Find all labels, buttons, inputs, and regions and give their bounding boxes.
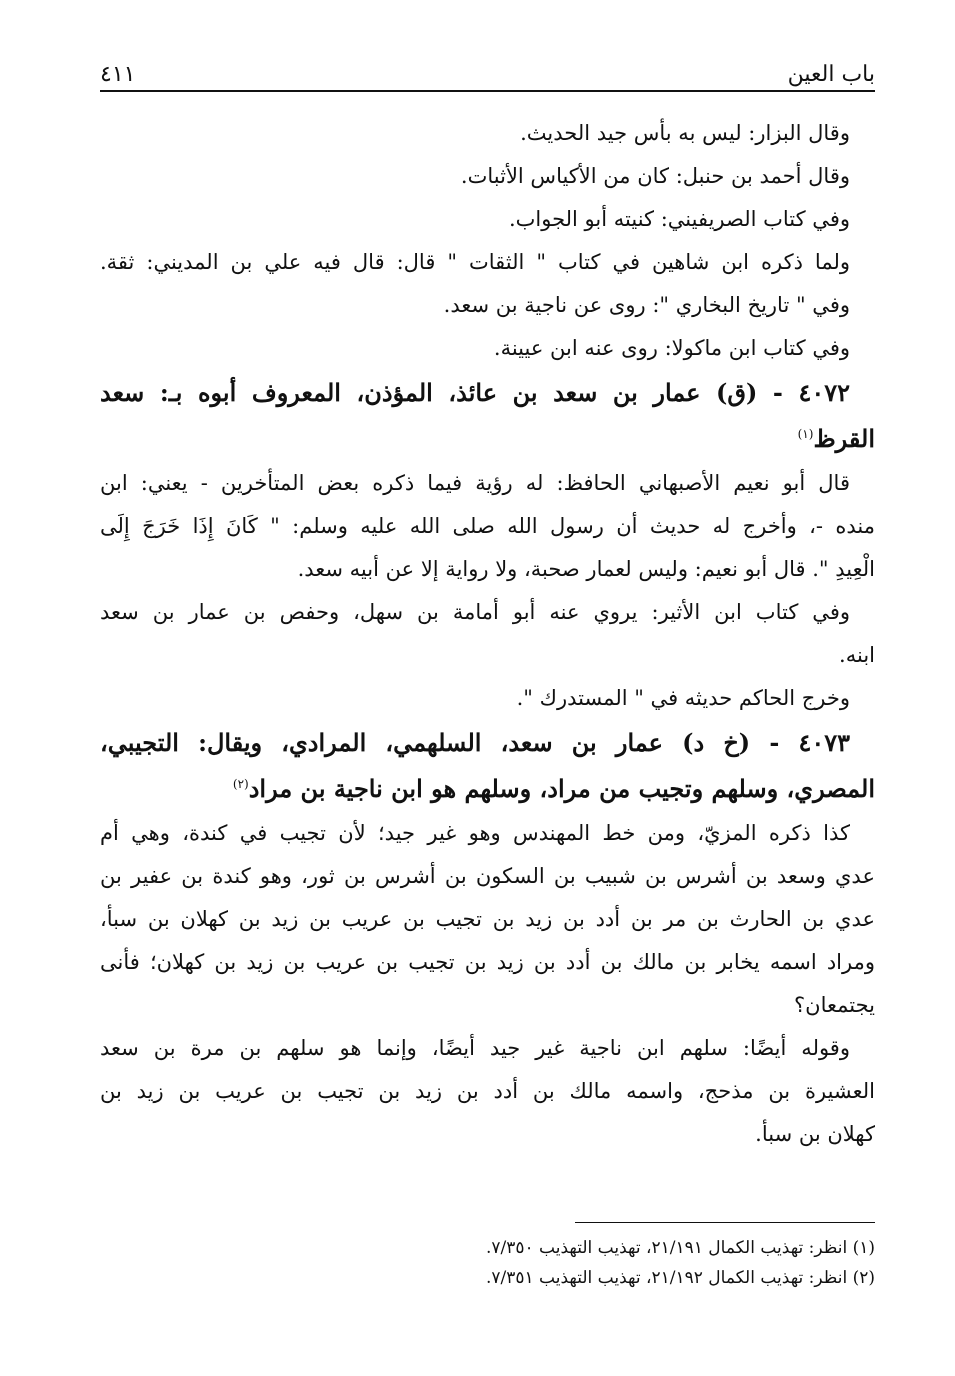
entry-heading-4073: ٤٠٧٣ - (خ د) عمار بن سعد، السلهمي، المرادي، ويقال: التجيبي، (100, 728, 850, 757)
text-line: وفي كتاب الصريفيني: كنيته أبو الجواب. (508, 207, 850, 231)
footnotes (100, 1222, 875, 1293)
heading-text: المصري، وسلهم وتجيب من مراد، وسلهم هو ابن ناجية بن مراد (248, 774, 875, 803)
text-line: عدي بن الحارث بن مر بن أدد بن زيد بن تجيب بن عريب بن زيد بن كهلان بن سبأ، (100, 907, 875, 931)
text-line: ابنه. (839, 643, 875, 667)
book-page (100, 50, 875, 1350)
text-line: كذا ذكره المزيّ، ومن خط المهندس وهو غير جيد؛ لأن تجيب في كندة، وهي أم (100, 821, 850, 845)
text-line: العشيرة بن مذحج، واسمه مالك بن أدد بن زيد بن تجيب بن عريب بن زيد بن (100, 1079, 875, 1103)
footnote: (٢) انظر: تهذيب الكمال ٢١/١٩٢، تهذيب التهذيب ٧/٣٥١. (485, 1268, 875, 1288)
footnote: (١) انظر: تهذيب الكمال ٢١/١٩١، تهذيب التهذيب ٧/٣٥٠. (485, 1238, 875, 1258)
text-line: الْعِيدِ ". قال أبو نعيم: وليس لعمار صحبة، ولا رواية إلا عن أبيه سعد. (297, 557, 875, 581)
text-line: وفي " تاريخ البخاري ": روى عن ناجية بن سعد. (443, 293, 850, 317)
text-line: وقوله أيضًا: سلهم ابن ناجية غير جيد أيضًا، وإنما هو سلهم بن مرة بن سعد (100, 1036, 850, 1060)
footnote-ref[interactable]: (٢) (232, 777, 249, 791)
chapter-title: باب العين (787, 62, 875, 87)
entry-heading-4072: ٤٠٧٢ - (ق) عمار بن سعد بن عائذ، المؤذن، المعروف أبوه بـ: سعد (100, 378, 850, 407)
text-line: وفي كتاب ابن الأثير: يروي عنه أبو أمامة بن سهل، وحفص بن عمار بن سعد (100, 600, 850, 624)
text-line: ولما ذكره ابن شاهين في كتاب " الثقات " قال: قال فيه علي بن المديني: ثقة. (100, 250, 850, 274)
heading-text: القرظ (813, 424, 875, 453)
footnote-separator (575, 1222, 875, 1223)
text-line: يجتمعان؟ (794, 993, 875, 1017)
text-line: كهلان بن سبأ. (755, 1122, 875, 1146)
text-line: منده -، وأخرج له حديث أن رسول الله صلى الله عليه وسلم: " كَانَ إِذَا خَرَجَ إِلَى (100, 514, 875, 538)
entry-heading-4072-cont (100, 416, 875, 462)
page-body (100, 112, 875, 1156)
text-line: وفي كتاب ابن ماكولا: روى عنه ابن عيينة. (493, 336, 850, 360)
text-line: وخرج الحاكم حديثه في " المستدرك ". (516, 686, 850, 710)
text-line: عدي وسعد بن أشرس بن شبيب بن السكون بن أشرس بن ثور، وهو كندة بن عفير بن (100, 864, 875, 888)
text-line: وقال البزار: ليس به بأس جيد الحديث. (520, 121, 850, 145)
running-header (100, 50, 875, 92)
entry-heading-4073-cont (100, 766, 875, 812)
text-line: قال أبو نعيم الأصبهاني الحافظ: له رؤية فيما ذكره بعض المتأخرين - يعني: ابن (100, 471, 850, 495)
page-number: ٤١١ (100, 62, 136, 87)
text-line: ومراد اسمه يخابر بن مالك بن أدد بن زيد بن تجيب بن عريب بن زيد بن كهلان؛ فأنى (100, 950, 875, 974)
text-line: وقال أحمد بن حنبل: كان من الأكياس الأثبات. (460, 164, 850, 188)
footnote-ref[interactable]: (١) (797, 427, 814, 441)
